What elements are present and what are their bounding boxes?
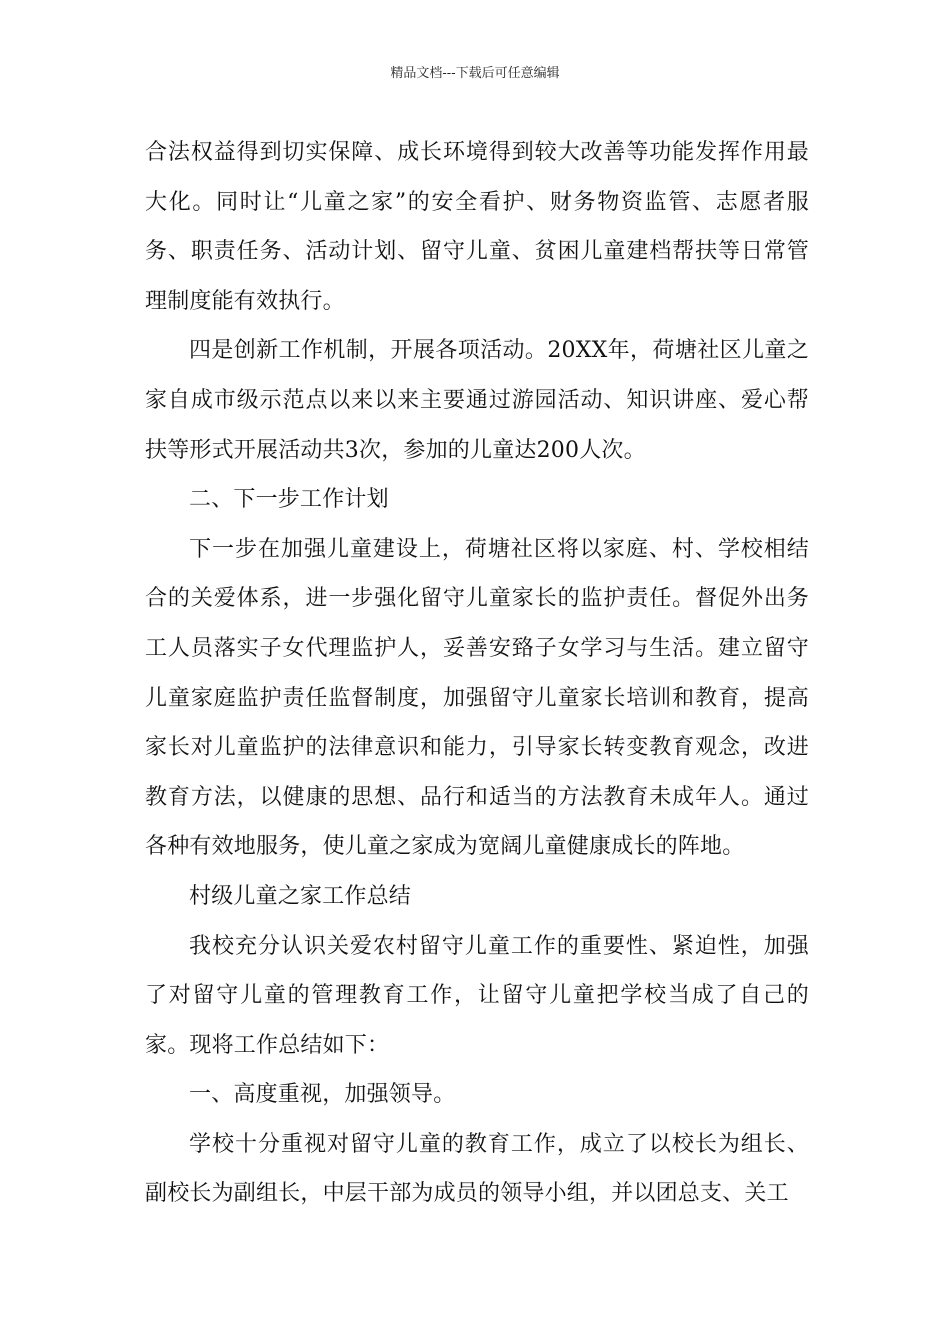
- paragraph-2: 四是创新工作机制，开展各项活动。20XX年，荷塘社区儿童之家自成市级示范点以来以来主要通过游园活动、知识讲座、爱心帮扶等形式开展活动共3次，参加的儿童达200人次。: [145, 338, 809, 463]
- paragraph-1: 合法权益得到切实保障、成长环境得到较大改善等功能发挥作用最大化。同时让“儿童之家”的安全看护、财务物资监管、志愿者服务、职责任务、活动计划、留守儿童、贫困儿童建档帮扶等日常管理制度能有效执行。: [145, 140, 809, 314]
- page-header: 精品文档---下载后可任意编辑: [390, 66, 560, 81]
- paragraph-5: 学校十分重视对留守儿童的教育工作，成立了以校长为组长、副校长为副组长，中层干部为成员的领导小组，并以团总支、关工: [145, 1131, 809, 1207]
- document-title-summary: 村级儿童之家工作总结: [189, 883, 412, 909]
- section-heading-leadership: 一、高度重视，加强领导。: [189, 1082, 456, 1108]
- paragraph-4: 我校充分认识关爱农村留守儿童工作的重要性、紧迫性，加强了对留守儿童的管理教育工作，让留守儿童把学校当成了自己的家。现将工作总结如下：: [145, 933, 809, 1058]
- section-heading-next-plan: 二、下一步工作计划: [189, 487, 389, 513]
- document-body: [145, 128, 809, 1219]
- paragraph-3: 下一步在加强儿童建设上，荷塘社区将以家庭、村、学校相结合的关爱体系，进一步强化留守儿童家长的监护责任。督促外出务工人员落实子女代理监护人，妥善安臵子女学习与生活。建立留守儿童家庭监护责任监督制度，加强留守儿童家长培训和教育，提高家长对儿童监护的法律意识和能力，引导家长转变教育观念，改进教育方法，以健康的思想、品行和适当的方法教育未成年人。通过各种有效地服务，使儿童之家成为宽阔儿童健康成长的阵地。: [145, 536, 809, 860]
